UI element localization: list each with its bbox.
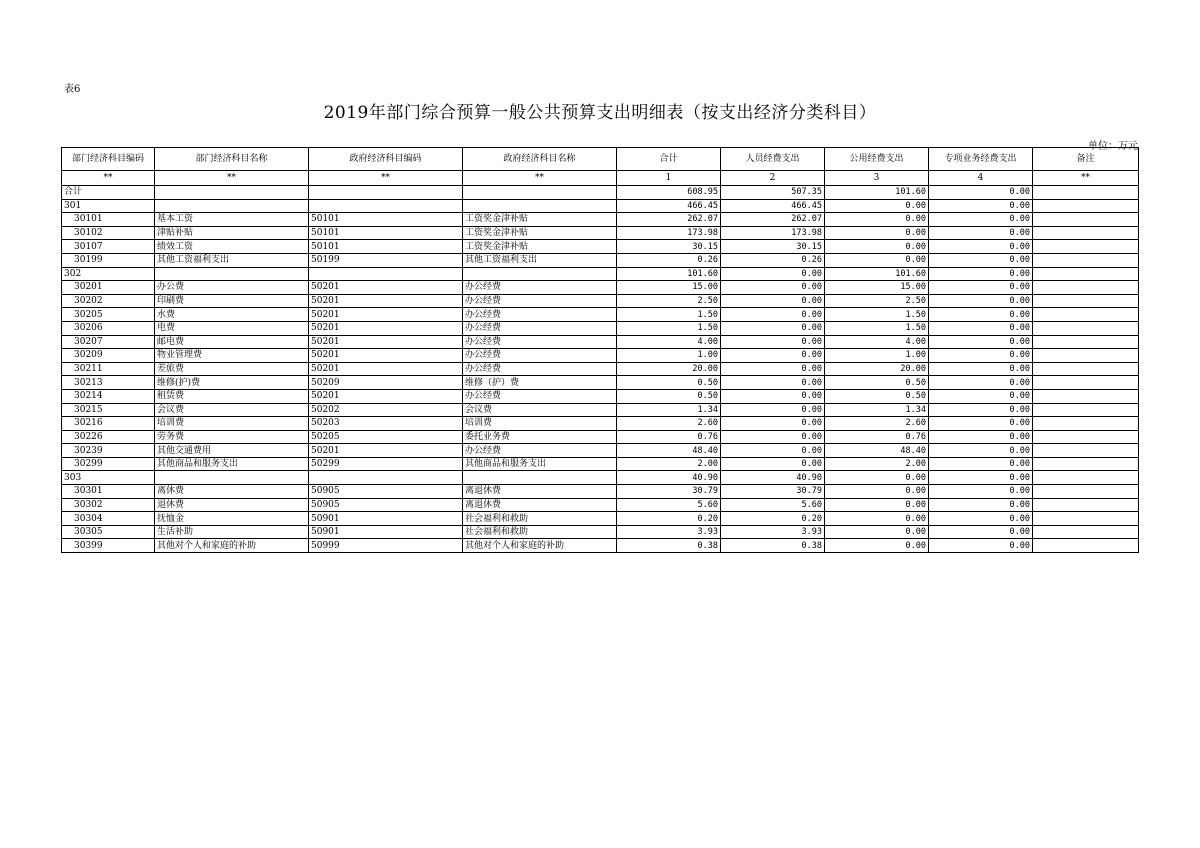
special-cell: 0.00 (929, 349, 1033, 363)
total-cell: 0.50 (617, 376, 721, 390)
personnel-cell: 40.90 (721, 471, 825, 485)
code-cell: 30399 (62, 539, 155, 553)
name-cell: 绩效工资 (155, 240, 309, 254)
subheader-row (62, 171, 1139, 186)
special-cell: 0.00 (929, 186, 1033, 200)
name-cell: 印刷费 (155, 294, 309, 308)
gov-code-cell: 50101 (309, 213, 463, 227)
gov-name-cell: 社会福利和救助 (463, 512, 617, 526)
total-cell: 466.45 (617, 199, 721, 213)
name-cell (155, 186, 309, 200)
table-row (62, 430, 1139, 444)
gov-code-cell: 50299 (309, 457, 463, 471)
code-cell: 30107 (62, 240, 155, 254)
gov-code-cell: 50901 (309, 525, 463, 539)
gov-name-cell (463, 471, 617, 485)
name-cell: 办公费 (155, 281, 309, 295)
gov-code-cell: 50999 (309, 539, 463, 553)
code-cell: 30215 (62, 403, 155, 417)
header-dept-name: 部门经济科目名称 (155, 148, 309, 171)
gov-name-cell: 其他对个人和家庭的补助 (463, 539, 617, 553)
public-cell: 0.50 (825, 376, 929, 390)
special-cell: 0.00 (929, 294, 1033, 308)
public-cell: 0.00 (825, 240, 929, 254)
special-cell: 0.00 (929, 335, 1033, 349)
name-cell: 邮电费 (155, 335, 309, 349)
special-cell: 0.00 (929, 444, 1033, 458)
public-cell: 101.60 (825, 267, 929, 281)
note-cell (1033, 403, 1139, 417)
table-row (62, 267, 1139, 281)
table-row (62, 376, 1139, 390)
personnel-cell: 0.00 (721, 430, 825, 444)
code-cell: 303 (62, 471, 155, 485)
gov-code-cell: 50901 (309, 512, 463, 526)
total-cell: 30.15 (617, 240, 721, 254)
gov-name-cell: 离退休费 (463, 485, 617, 499)
total-cell: 30.79 (617, 485, 721, 499)
code-cell: 30301 (62, 485, 155, 499)
public-cell: 15.00 (825, 281, 929, 295)
unit-label: 单位：万元 (1088, 141, 1138, 152)
name-cell: 电费 (155, 321, 309, 335)
table-row (62, 253, 1139, 267)
table-row (62, 525, 1139, 539)
special-cell: 0.00 (929, 512, 1033, 526)
note-cell (1033, 240, 1139, 254)
gov-name-cell: 委托业务费 (463, 430, 617, 444)
header-gov-name: 政府经济科目名称 (463, 148, 617, 171)
gov-code-cell: 50202 (309, 403, 463, 417)
total-cell: 4.00 (617, 335, 721, 349)
special-cell: 0.00 (929, 199, 1033, 213)
public-cell: 0.00 (825, 253, 929, 267)
table-row (62, 498, 1139, 512)
code-cell: 30239 (62, 444, 155, 458)
note-cell (1033, 186, 1139, 200)
header-dept-code: 部门经济科目编码 (62, 148, 155, 171)
total-cell: 0.76 (617, 430, 721, 444)
note-cell (1033, 281, 1139, 295)
table-row (62, 471, 1139, 485)
public-cell: 0.50 (825, 389, 929, 403)
personnel-cell: 0.00 (721, 349, 825, 363)
gov-name-cell: 办公经费 (463, 389, 617, 403)
special-cell: 0.00 (929, 267, 1033, 281)
total-cell: 1.00 (617, 349, 721, 363)
table-number: 表6 (64, 84, 81, 95)
note-cell (1033, 471, 1139, 485)
table-row (62, 240, 1139, 254)
public-cell: 1.34 (825, 403, 929, 417)
header-public: 公用经费支出 (825, 148, 929, 171)
subheader-cell: ** (309, 171, 463, 186)
name-cell: 生活补助 (155, 525, 309, 539)
header-personnel: 人员经费支出 (721, 148, 825, 171)
note-cell (1033, 498, 1139, 512)
public-cell: 1.00 (825, 349, 929, 363)
code-cell: 30199 (62, 253, 155, 267)
special-cell: 0.00 (929, 539, 1033, 553)
subheader-cell: 3 (825, 171, 929, 186)
personnel-cell: 3.93 (721, 525, 825, 539)
total-cell: 0.20 (617, 512, 721, 526)
gov-code-cell: 50205 (309, 430, 463, 444)
code-cell: 30299 (62, 457, 155, 471)
gov-code-cell: 50905 (309, 485, 463, 499)
gov-code-cell: 50101 (309, 240, 463, 254)
code-cell: 30101 (62, 213, 155, 227)
gov-name-cell: 社会福利和救助 (463, 525, 617, 539)
code-cell: 30209 (62, 349, 155, 363)
name-cell: 物业管理费 (155, 349, 309, 363)
name-cell: 退休费 (155, 498, 309, 512)
personnel-cell: 0.00 (721, 457, 825, 471)
code-cell: 30102 (62, 226, 155, 240)
table-row (62, 389, 1139, 403)
table-row (62, 294, 1139, 308)
note-cell (1033, 335, 1139, 349)
personnel-cell: 0.00 (721, 321, 825, 335)
gov-code-cell: 50201 (309, 444, 463, 458)
header-total: 合计 (617, 148, 721, 171)
public-cell: 1.50 (825, 308, 929, 322)
gov-name-cell (463, 199, 617, 213)
gov-name-cell: 维修（护）费 (463, 376, 617, 390)
name-cell: 其他交通费用 (155, 444, 309, 458)
gov-name-cell: 培训费 (463, 417, 617, 431)
table-row (62, 349, 1139, 363)
personnel-cell: 30.79 (721, 485, 825, 499)
personnel-cell: 0.00 (721, 335, 825, 349)
gov-name-cell: 办公经费 (463, 294, 617, 308)
code-cell: 30302 (62, 498, 155, 512)
subheader-cell: ** (1033, 171, 1139, 186)
public-cell: 48.40 (825, 444, 929, 458)
personnel-cell: 0.00 (721, 308, 825, 322)
name-cell: 劳务费 (155, 430, 309, 444)
gov-code-cell: 50101 (309, 226, 463, 240)
gov-name-cell: 工资奖金津补贴 (463, 213, 617, 227)
gov-name-cell: 工资奖金津补贴 (463, 240, 617, 254)
personnel-cell: 0.00 (721, 281, 825, 295)
table-row (62, 226, 1139, 240)
name-cell (155, 199, 309, 213)
personnel-cell: 507.35 (721, 186, 825, 200)
name-cell: 水费 (155, 308, 309, 322)
total-cell: 173.98 (617, 226, 721, 240)
total-cell: 48.40 (617, 444, 721, 458)
gov-code-cell: 50201 (309, 389, 463, 403)
special-cell: 0.00 (929, 471, 1033, 485)
total-cell: 1.50 (617, 308, 721, 322)
special-cell: 0.00 (929, 213, 1033, 227)
public-cell: 0.00 (825, 199, 929, 213)
note-cell (1033, 430, 1139, 444)
gov-name-cell: 办公经费 (463, 335, 617, 349)
total-cell: 0.50 (617, 389, 721, 403)
public-cell: 0.00 (825, 525, 929, 539)
special-cell: 0.00 (929, 485, 1033, 499)
gov-name-cell: 办公经费 (463, 444, 617, 458)
gov-code-cell: 50201 (309, 362, 463, 376)
personnel-cell: 0.00 (721, 417, 825, 431)
table-row (62, 457, 1139, 471)
total-cell: 5.60 (617, 498, 721, 512)
special-cell: 0.00 (929, 430, 1033, 444)
public-cell: 0.00 (825, 213, 929, 227)
gov-name-cell (463, 267, 617, 281)
gov-code-cell: 50203 (309, 417, 463, 431)
public-cell: 2.60 (825, 417, 929, 431)
code-cell: 30201 (62, 281, 155, 295)
public-cell: 1.50 (825, 321, 929, 335)
special-cell: 0.00 (929, 226, 1033, 240)
note-cell (1033, 525, 1139, 539)
gov-code-cell: 50201 (309, 321, 463, 335)
total-cell: 15.00 (617, 281, 721, 295)
special-cell: 0.00 (929, 240, 1033, 254)
special-cell: 0.00 (929, 281, 1033, 295)
special-cell: 0.00 (929, 362, 1033, 376)
name-cell: 培训费 (155, 417, 309, 431)
personnel-cell: 0.00 (721, 362, 825, 376)
table-row (62, 281, 1139, 295)
gov-name-cell: 工资奖金津补贴 (463, 226, 617, 240)
public-cell: 2.00 (825, 457, 929, 471)
gov-name-cell: 其他商品和服务支出 (463, 457, 617, 471)
table-row (62, 362, 1139, 376)
gov-code-cell: 50905 (309, 498, 463, 512)
public-cell: 0.00 (825, 512, 929, 526)
special-cell: 0.00 (929, 321, 1033, 335)
name-cell: 津贴补贴 (155, 226, 309, 240)
special-cell: 0.00 (929, 525, 1033, 539)
name-cell (155, 267, 309, 281)
public-cell: 0.00 (825, 539, 929, 553)
name-cell: 其他对个人和家庭的补助 (155, 539, 309, 553)
public-cell: 0.00 (825, 498, 929, 512)
header-gov-code: 政府经济科目编码 (309, 148, 463, 171)
total-cell: 1.34 (617, 403, 721, 417)
note-cell (1033, 226, 1139, 240)
table-row (62, 213, 1139, 227)
subheader-cell: 2 (721, 171, 825, 186)
note-cell (1033, 267, 1139, 281)
total-cell: 608.95 (617, 186, 721, 200)
personnel-cell: 0.00 (721, 376, 825, 390)
note-cell (1033, 417, 1139, 431)
code-cell: 30214 (62, 389, 155, 403)
table-row (62, 444, 1139, 458)
header-note: 备注 (1033, 148, 1139, 171)
subheader-cell: ** (463, 171, 617, 186)
note-cell (1033, 308, 1139, 322)
total-cell: 0.38 (617, 539, 721, 553)
note-cell (1033, 294, 1139, 308)
gov-name-cell: 会议费 (463, 403, 617, 417)
gov-code-cell: 50209 (309, 376, 463, 390)
gov-code-cell: 50201 (309, 294, 463, 308)
code-cell: 30206 (62, 321, 155, 335)
note-cell (1033, 457, 1139, 471)
special-cell: 0.00 (929, 389, 1033, 403)
code-cell: 30205 (62, 308, 155, 322)
note-cell (1033, 349, 1139, 363)
public-cell: 20.00 (825, 362, 929, 376)
personnel-cell: 173.98 (721, 226, 825, 240)
table-body (62, 186, 1139, 553)
code-cell: 30216 (62, 417, 155, 431)
gov-name-cell: 办公经费 (463, 349, 617, 363)
code-cell: 30213 (62, 376, 155, 390)
public-cell: 0.00 (825, 471, 929, 485)
table-row (62, 335, 1139, 349)
code-cell: 301 (62, 199, 155, 213)
note-cell (1033, 213, 1139, 227)
note-cell (1033, 389, 1139, 403)
table-row (62, 199, 1139, 213)
table-row (62, 308, 1139, 322)
gov-code-cell (309, 471, 463, 485)
gov-code-cell (309, 199, 463, 213)
code-cell: 30211 (62, 362, 155, 376)
total-cell: 3.93 (617, 525, 721, 539)
public-cell: 2.50 (825, 294, 929, 308)
gov-code-cell: 50199 (309, 253, 463, 267)
code-cell: 302 (62, 267, 155, 281)
total-cell: 262.07 (617, 213, 721, 227)
table-row (62, 512, 1139, 526)
total-cell: 0.26 (617, 253, 721, 267)
total-cell: 101.60 (617, 267, 721, 281)
personnel-cell: 30.15 (721, 240, 825, 254)
gov-code-cell (309, 267, 463, 281)
name-cell: 差旅费 (155, 362, 309, 376)
gov-code-cell: 50201 (309, 281, 463, 295)
personnel-cell: 466.45 (721, 199, 825, 213)
budget-table (61, 147, 1139, 553)
note-cell (1033, 376, 1139, 390)
note-cell (1033, 512, 1139, 526)
public-cell: 4.00 (825, 335, 929, 349)
public-cell: 0.76 (825, 430, 929, 444)
personnel-cell: 0.00 (721, 403, 825, 417)
total-cell: 2.50 (617, 294, 721, 308)
personnel-cell: 0.26 (721, 253, 825, 267)
code-cell: 合计 (62, 186, 155, 200)
note-cell (1033, 321, 1139, 335)
note-cell (1033, 199, 1139, 213)
page-title: 2019年部门综合预算一般公共预算支出明细表（按支出经济分类科目） (323, 103, 877, 123)
subheader-cell: ** (155, 171, 309, 186)
total-cell: 2.00 (617, 457, 721, 471)
total-cell: 40.90 (617, 471, 721, 485)
note-cell (1033, 444, 1139, 458)
table-row (62, 417, 1139, 431)
special-cell: 0.00 (929, 403, 1033, 417)
table-row (62, 539, 1139, 553)
total-cell: 20.00 (617, 362, 721, 376)
code-cell: 30304 (62, 512, 155, 526)
name-cell: 租赁费 (155, 389, 309, 403)
gov-name-cell: 其他工资福利支出 (463, 253, 617, 267)
header-special: 专项业务经费支出 (929, 148, 1033, 171)
personnel-cell: 262.07 (721, 213, 825, 227)
note-cell (1033, 253, 1139, 267)
name-cell: 维修(护)费 (155, 376, 309, 390)
table-row (62, 403, 1139, 417)
subheader-cell: ** (62, 171, 155, 186)
table-row (62, 485, 1139, 499)
name-cell: 会议费 (155, 403, 309, 417)
subheader-cell: 4 (929, 171, 1033, 186)
name-cell: 抚恤金 (155, 512, 309, 526)
name-cell: 其他商品和服务支出 (155, 457, 309, 471)
name-cell: 其他工资福利支出 (155, 253, 309, 267)
subheader-cell: 1 (617, 171, 721, 186)
header-row (62, 148, 1139, 171)
gov-name-cell (463, 186, 617, 200)
note-cell (1033, 362, 1139, 376)
personnel-cell: 0.00 (721, 444, 825, 458)
gov-name-cell: 办公经费 (463, 321, 617, 335)
table-row (62, 321, 1139, 335)
personnel-cell: 0.00 (721, 389, 825, 403)
code-cell: 30202 (62, 294, 155, 308)
gov-code-cell: 50201 (309, 335, 463, 349)
code-cell: 30207 (62, 335, 155, 349)
gov-code-cell: 50201 (309, 349, 463, 363)
special-cell: 0.00 (929, 253, 1033, 267)
personnel-cell: 0.20 (721, 512, 825, 526)
special-cell: 0.00 (929, 457, 1033, 471)
name-cell: 离休费 (155, 485, 309, 499)
name-cell (155, 471, 309, 485)
note-cell (1033, 485, 1139, 499)
gov-code-cell: 50201 (309, 308, 463, 322)
special-cell: 0.00 (929, 308, 1033, 322)
name-cell: 基本工资 (155, 213, 309, 227)
code-cell: 30226 (62, 430, 155, 444)
public-cell: 0.00 (825, 485, 929, 499)
special-cell: 0.00 (929, 417, 1033, 431)
table-row (62, 186, 1139, 200)
personnel-cell: 0.00 (721, 267, 825, 281)
gov-name-cell: 办公经费 (463, 281, 617, 295)
personnel-cell: 5.60 (721, 498, 825, 512)
gov-name-cell: 办公经费 (463, 362, 617, 376)
total-cell: 2.60 (617, 417, 721, 431)
gov-code-cell (309, 186, 463, 200)
public-cell: 0.00 (825, 226, 929, 240)
public-cell: 101.60 (825, 186, 929, 200)
gov-name-cell: 离退休费 (463, 498, 617, 512)
code-cell: 30305 (62, 525, 155, 539)
personnel-cell: 0.38 (721, 539, 825, 553)
total-cell: 1.50 (617, 321, 721, 335)
gov-name-cell: 办公经费 (463, 308, 617, 322)
note-cell (1033, 539, 1139, 553)
personnel-cell: 0.00 (721, 294, 825, 308)
special-cell: 0.00 (929, 376, 1033, 390)
special-cell: 0.00 (929, 498, 1033, 512)
